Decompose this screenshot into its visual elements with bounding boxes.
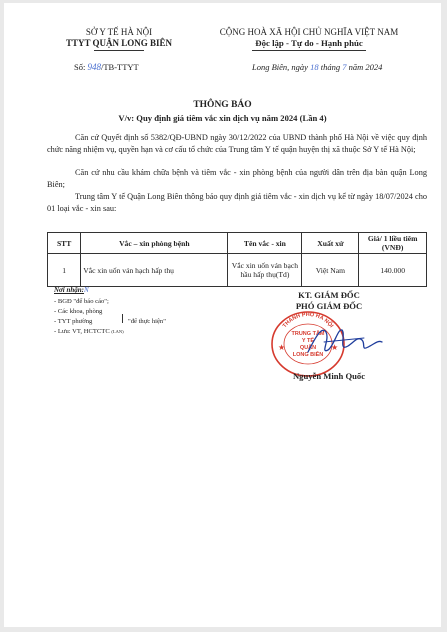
table-row (48, 254, 427, 287)
agency-parent: SỞ Y TẾ HÀ NỘI (85, 27, 153, 37)
seal-line: QUẬN (299, 345, 317, 351)
signature-scribble-icon (301, 318, 384, 363)
seal-star-icon: ★ (331, 343, 339, 352)
table-cell: Việt Nam (302, 254, 359, 287)
seal-star-icon: ★ (278, 343, 286, 352)
body-paragraph-2: Căn cứ nhu cầu khám chữa bệnh và tiêm vắc - xin phòng bệnh của người dân trên địa bàn quận Long Biên; (47, 168, 427, 189)
table-cell: 1 (48, 254, 81, 287)
recipients-title: Nơi nhận:N (54, 286, 89, 294)
table-cell: Vắc xin uốn ván hạch hấp thụ (81, 254, 228, 287)
table-cell: 140.000 (359, 254, 427, 287)
price-table (47, 232, 427, 287)
document-page (4, 3, 441, 627)
document-number: Số: 948/TB-TTYT (74, 62, 139, 72)
recipient-brace (122, 314, 123, 323)
body-paragraph-3: Trung tâm Y tế Quận Long Biên thông báo quy định giá tiêm vắc - xin dịch vụ kể từ ngày 18/07/2024 cho 01 loại vắc - xin sau: (47, 192, 427, 213)
recipient-item: - BGĐ "để báo cáo"; (54, 298, 109, 305)
body-paragraph-1: Căn cứ Quyết định số 5382/QĐ-UBND ngày 30/12/2022 của UBND thành phố Hà Nội về việc quy định chức năng nhiệm vụ, quyền hạn và cơ cấu tổ chức của Trung tâm Y tế quận huyện thị xã thuộc Sở Y tế Hà Nội; (47, 133, 427, 154)
recipient-note: "để thực hiện" (128, 318, 166, 325)
agency-name: TTYT QUẬN LONG BIÊN (65, 38, 173, 48)
nation-title: CỘNG HOÀ XÃ HỘI CHỦ NGHĨA VIỆT NAM (219, 27, 399, 37)
signer-position: PHÓ GIÁM ĐỐC (295, 301, 363, 311)
signer-on-behalf: KT. GIÁM ĐỐC (298, 290, 360, 300)
seal-line: TRUNG TÂM (291, 331, 325, 337)
recipient-item: - TYT phường (54, 318, 93, 325)
table-header-cell: Giá/ 1 liều tiêm (VNĐ) (359, 233, 427, 254)
seal-line: Y TẾ (301, 338, 315, 344)
recipient-item: - Lưu: VT, HCTCTC (LAN) (54, 328, 124, 335)
table-cell: Vắc xin uốn ván bạch hầu hấp thụ(Td) (228, 254, 302, 287)
agency-underline (94, 50, 144, 51)
motto-underline (252, 50, 366, 51)
recipient-item: - Các khoa, phòng (54, 308, 103, 315)
motto: Độc lập - Tự do - Hạnh phúc (255, 38, 363, 48)
table-header-cell: Vắc – xin phòng bệnh (81, 233, 228, 254)
notice-subject: V/v: Quy định giá tiêm vắc xin dịch vụ năm 2024 (Lần 4) (118, 113, 327, 123)
table-header-cell: Xuất xứ (302, 233, 359, 254)
table-header-cell: STT (48, 233, 81, 254)
place-date: Long Biên, ngày 18 tháng 7 năm 2024 (252, 62, 383, 72)
table-header-row (48, 233, 427, 254)
signer-name: Nguyễn Minh Quốc (292, 371, 366, 381)
notice-type: THÔNG BÁO (193, 100, 252, 110)
seal-line: LONG BIÊN (292, 352, 324, 358)
table-header-cell: Tên vắc - xin (228, 233, 302, 254)
seal-ring-text: THÀNH PHỐ HÀ NỘI (281, 311, 335, 330)
